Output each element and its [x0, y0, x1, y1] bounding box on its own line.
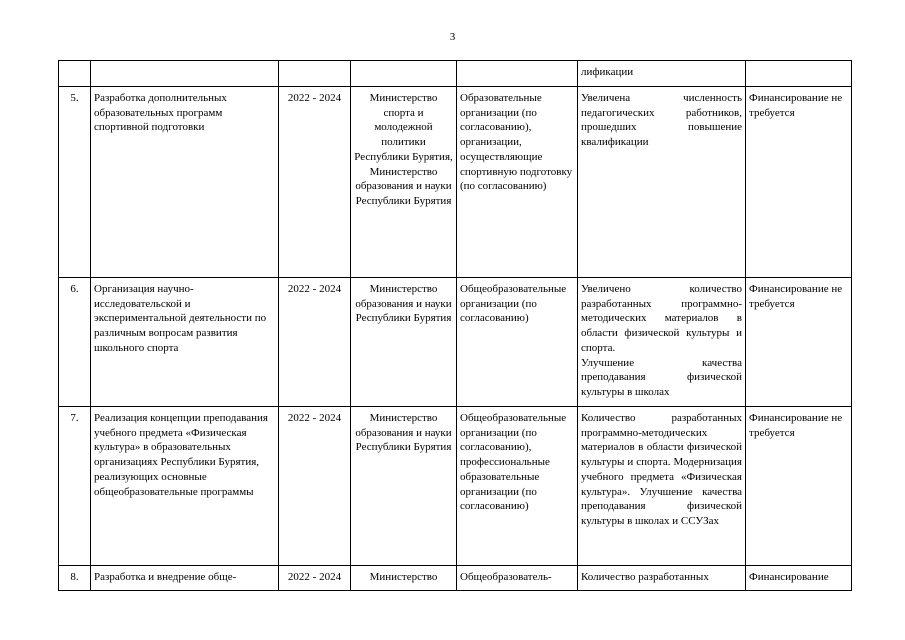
- table-row: [59, 407, 852, 566]
- row-number: 7.: [59, 407, 91, 566]
- measure-name: Разработка и внедрение обще-: [91, 566, 279, 591]
- financing: Финансирование не требуется: [746, 407, 852, 566]
- responsible-executor: Министерство образования и науки Республики Бурятия: [351, 407, 457, 566]
- expected-result: Количество разработанных программно-методических материалов в области физической культуры и спорта. Модернизация учебного предмета «Физическая культура». Улучшение качества преподавания физической культуры в школах и ССУЗах: [578, 407, 746, 566]
- period: [279, 61, 351, 87]
- measure-name: Организация научно-исследовательской и экспериментальной деятельности по различным вопросам развития школьного спорта: [91, 278, 279, 407]
- participants: Общеобразователь-: [457, 566, 578, 591]
- participants: Образовательные организации (по согласованию), организации, осуществляющие спортивную подготовку (по согласованию): [457, 87, 578, 278]
- row-number: 6.: [59, 278, 91, 407]
- period: 2022 - 2024: [279, 566, 351, 591]
- period: 2022 - 2024: [279, 87, 351, 278]
- responsible-executor: [351, 61, 457, 87]
- period: 2022 - 2024: [279, 407, 351, 566]
- expected-result: Количество разработанных: [578, 566, 746, 591]
- participants: Общеобразовательные организации (по согласованию), профессиональные образовательные организации (по согласованию): [457, 407, 578, 566]
- measure-name: Реализация концепции преподавания учебного предмета «Физическая культура» в образовательных организациях Республики Бурятия, реализующих основные общеобразовательные программы: [91, 407, 279, 566]
- row-number: 8.: [59, 566, 91, 591]
- measure-name: Разработка дополнительных образовательных программ спортивной подготовки: [91, 87, 279, 278]
- responsible-executor: Министерство спорта и молодежной политики Республики Бурятия, Министерство образования и науки Республики Бурятия: [351, 87, 457, 278]
- measure-name: [91, 61, 279, 87]
- participants: Общеобразовательные организации (по согласованию): [457, 278, 578, 407]
- financing: [746, 61, 852, 87]
- responsible-executor: Министерство: [351, 566, 457, 591]
- financing: Финансирование не требуется: [746, 87, 852, 278]
- table-row: [59, 566, 852, 591]
- measures-table: [58, 60, 852, 591]
- responsible-executor: Министерство образования и науки Республики Бурятия: [351, 278, 457, 407]
- expected-result: лификации: [578, 61, 746, 87]
- result-paragraph: Улучшение качества преподавания физической культуры в школах: [581, 356, 742, 398]
- expected-result: [578, 278, 746, 407]
- financing: Финансирование: [746, 566, 852, 591]
- row-number: 5.: [59, 87, 91, 278]
- financing: Финансирование не требуется: [746, 278, 852, 407]
- table-row: [59, 87, 852, 278]
- participants: [457, 61, 578, 87]
- period: 2022 - 2024: [279, 278, 351, 407]
- row-number: [59, 61, 91, 87]
- page-number: 3: [449, 31, 456, 43]
- expected-result: Увеличена численность педагогических работников, прошедших повышение квалификации: [578, 87, 746, 278]
- result-paragraph: Увеличено количество разработанных программно-методических материалов в области физической культуры и спорта.: [581, 283, 742, 354]
- table-row: [59, 61, 852, 87]
- table-row: [59, 278, 852, 407]
